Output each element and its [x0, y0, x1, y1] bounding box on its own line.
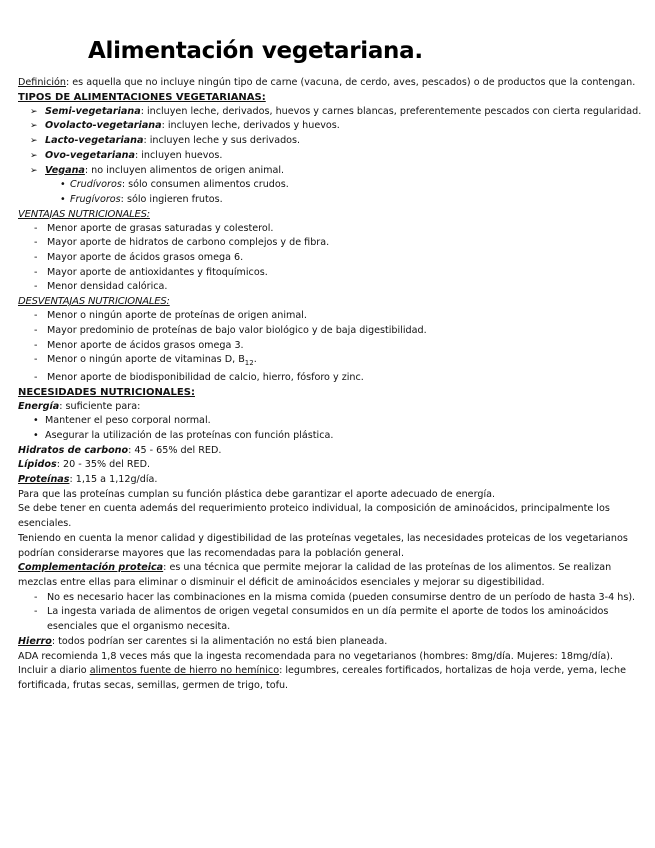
vegana-sublist: [18, 178, 646, 207]
tipos-heading: TIPOS DE ALIMENTACIONES VEGETARIANAS:: [18, 91, 266, 103]
term-text: : sólo ingieren frutos.: [120, 193, 223, 205]
item-text: Mayor aporte de antioxidantes y fitoquímicos.: [47, 266, 268, 278]
list-item: [18, 339, 646, 354]
list-item: [18, 236, 646, 251]
list-item: [18, 119, 646, 134]
complementacion-paragraph: [18, 561, 646, 590]
arrow-icon: ➢: [30, 136, 38, 147]
term-text: : incluyen leche y sus derivados.: [143, 135, 301, 147]
term-text: : 1,15 a 1,12g/día.: [69, 474, 158, 486]
list-item: [18, 414, 646, 429]
dash-icon: -: [34, 591, 38, 603]
paragraph: Para que las proteínas cumplan su función plástica debe garantizar el aporte adecuado de energía.: [18, 488, 496, 500]
ventajas-heading: VENTAJAS NUTRICIONALES:: [18, 208, 150, 220]
arrow-icon: ➢: [30, 106, 38, 117]
dash-icon: -: [34, 606, 38, 618]
list-item: [18, 149, 646, 164]
list-item: [18, 164, 646, 179]
term: Ovo-vegetariana: [45, 149, 135, 161]
incluir-paragraph: [18, 664, 646, 693]
term: Complementación proteica: [18, 562, 164, 574]
list-item: [18, 266, 646, 281]
complementacion-list: [18, 591, 646, 635]
bullet-icon: •: [33, 415, 39, 427]
paragraph: Se debe tener en cuenta además del requerimiento proteico individual, la composición de aminoácidos, principalmente los esenciales.: [18, 503, 610, 530]
term-text: : 45 - 65% del RED.: [128, 444, 222, 456]
dash-icon: -: [34, 252, 38, 264]
term-text: : suficiente para:: [59, 400, 141, 412]
energia-list: [18, 414, 646, 443]
dash-icon: -: [34, 371, 38, 383]
definition-label: Definición: [18, 77, 66, 88]
item-text: Mayor aporte de hidratos de carbono complejos y de fibra.: [47, 237, 330, 249]
definition-paragraph: [18, 76, 646, 91]
term-text: : no incluyen alimentos de origen animal.: [84, 164, 285, 176]
list-item: [18, 222, 646, 237]
item-text: Menor densidad calórica.: [47, 281, 168, 293]
list-item: [18, 134, 646, 149]
dash-icon: -: [34, 310, 38, 322]
list-item: [18, 353, 646, 371]
page-title: Alimentación vegetariana.: [88, 38, 423, 64]
term: Semi-vegetariana: [45, 105, 141, 117]
bullet-icon: •: [33, 429, 39, 441]
underlined-text: alimentos fuente de hierro no hemínico: [89, 665, 280, 677]
item-text: Menor aporte de grasas saturadas y colesterol.: [47, 222, 274, 234]
text: Incluir a diario: [18, 665, 90, 677]
dash-icon: -: [34, 222, 38, 234]
term-text: : todos podrían ser carentes si la alimentación no está bien planeada.: [51, 635, 388, 647]
dash-icon: -: [34, 339, 38, 351]
list-item: [18, 309, 646, 324]
tipos-list: [18, 105, 646, 179]
item-text-end: .: [253, 354, 257, 366]
dash-icon: -: [34, 324, 38, 336]
term-text: : incluyen leche, derivados y huevos.: [161, 120, 340, 132]
term: Hidratos de carbono: [18, 444, 129, 456]
text: : legumbres, cereales fortificados, hortalizas de hoja verde, yema, leche fortificada, frutas secas, semillas, germen de trigo, tofu.: [18, 665, 627, 691]
term-text: : incluyen huevos.: [134, 149, 223, 161]
item-text: La ingesta variada de alimentos de origen vegetal consumidos en un día permite el aporte de todos los aminoácidos esenciales que el organismo necesita.: [47, 606, 609, 633]
lipidos-line: [18, 458, 646, 473]
term: Hierro: [18, 635, 52, 647]
definition-text: : es aquella que no incluye ningún tipo de carne (vacuna, de cerdo, aves, pescados) o de productos que la contengan.: [65, 77, 636, 88]
ada-paragraph: ADA recomienda 1,8 veces más que la ingesta recomendada para no vegetarianos (hombres: 8mg/día. Mujeres: 18mg/día).: [18, 650, 614, 662]
list-item: [18, 193, 646, 208]
necesidades-heading: NECESIDADES NUTRICIONALES:: [18, 386, 195, 398]
item-text: Menor aporte de biodisponibilidad de calcio, hierro, fósforo y zinc.: [47, 371, 364, 383]
term: Frugívoros: [70, 193, 121, 205]
hidratos-line: [18, 444, 646, 459]
list-item: [18, 324, 646, 339]
energia-line: [18, 400, 646, 415]
desventajas-list: [18, 309, 646, 385]
list-item: [18, 429, 646, 444]
item-text: No es necesario hacer las combinaciones en la misma comida (pueden consumirse dentro de un período de hasta 3-4 hs).: [47, 591, 636, 603]
dash-icon: -: [34, 354, 38, 366]
hierro-line: [18, 635, 646, 650]
term-text: : sólo consumen alimentos crudos.: [121, 179, 289, 191]
bullet-icon: •: [60, 193, 66, 205]
list-item: [18, 178, 646, 193]
arrow-icon: ➢: [30, 165, 38, 176]
list-item: [18, 605, 646, 634]
subscript: 12: [244, 359, 254, 368]
term: Proteínas: [18, 474, 70, 486]
list-item: [18, 105, 646, 120]
term-text: : incluyen leche, derivados, huevos y carnes blancas, preferentemente pescados con cierta regularidad.: [140, 105, 642, 117]
arrow-icon: ➢: [30, 150, 38, 161]
item-text: Mayor predominio de proteínas de bajo valor biológico y de baja digestibilidad.: [47, 324, 427, 336]
list-item: [18, 251, 646, 266]
dash-icon: -: [34, 237, 38, 249]
ventajas-list: [18, 222, 646, 296]
list-item: [18, 280, 646, 295]
paragraph: Teniendo en cuenta la menor calidad y digestibilidad de las proteínas vegetales, las necesidades proteicas de los vegetarianos podrían considerarse mayores que las recomendadas para la población general.: [18, 532, 628, 559]
list-item: [18, 591, 646, 606]
term: Lacto-vegetariana: [45, 135, 144, 147]
proteinas-line: [18, 473, 646, 488]
item-text: Mantener el peso corporal normal.: [45, 415, 211, 427]
term: Vegana: [45, 164, 85, 176]
bullet-icon: •: [60, 179, 66, 191]
list-item: [18, 371, 646, 386]
term: Lípidos: [18, 459, 57, 471]
term: Ovolacto-vegetariana: [45, 120, 162, 132]
term-text: : 20 - 35% del RED.: [56, 459, 151, 471]
term: Crudívoros: [70, 179, 122, 191]
item-text: Menor o ningún aporte de vitaminas D, B: [47, 354, 245, 366]
dash-icon: -: [34, 281, 38, 293]
item-text: Mayor aporte de ácidos grasos omega 6.: [47, 252, 244, 264]
term-text: : es una técnica que permite mejorar la calidad de las proteínas de los alimentos. Se realizan mezclas entre ellas para eliminar o disminuir el déficit de aminoácidos esenciales y mejorar su digestibilidad.: [18, 562, 612, 588]
item-text: Menor aporte de ácidos grasos omega 3.: [47, 339, 244, 351]
document-page: [18, 38, 646, 694]
desventajas-heading: DESVENTAJAS NUTRICIONALES:: [18, 296, 170, 308]
arrow-icon: ➢: [30, 121, 38, 132]
item-text: Menor o ningún aporte de proteínas de origen animal.: [47, 310, 307, 322]
item-text: Asegurar la utilización de las proteínas con función plástica.: [45, 429, 334, 441]
term: Energía: [18, 400, 60, 412]
dash-icon: -: [34, 266, 38, 278]
